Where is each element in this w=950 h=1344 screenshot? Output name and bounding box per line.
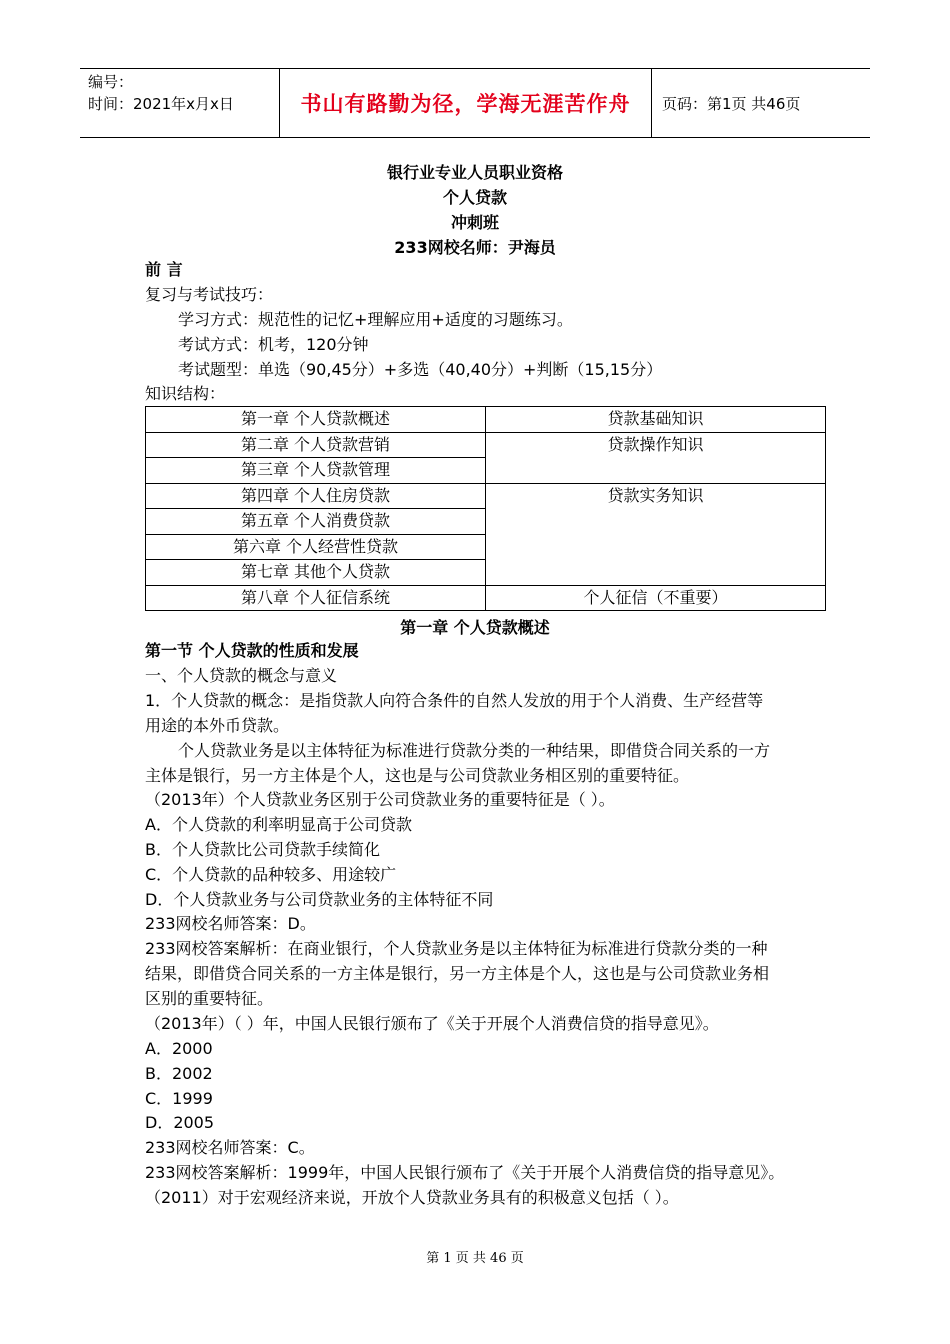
page-header xyxy=(80,68,870,138)
table-cell-chapter: 第六章 个人经营性贷款 xyxy=(146,534,486,560)
question-2: （2013年）（ ）年，中国人民银行颁布了《关于开展个人消费信贷的指导意见》。 xyxy=(145,1014,719,1033)
question-2-option-d: D．2005 xyxy=(145,1113,215,1132)
question-2-option-c: C．1999 xyxy=(145,1089,213,1108)
table-cell-group: 贷款基础知识 xyxy=(486,407,826,433)
table-cell-group: 个人征信（不重要） xyxy=(486,585,826,611)
question-1-option-a: A．个人贷款的利率明显高于公司贷款 xyxy=(145,815,412,834)
preface-study: 学习方式：规范性的记忆+理解应用+适度的习题练习。 xyxy=(178,310,573,329)
table-cell-chapter: 第一章 个人贷款概述 xyxy=(146,407,486,433)
doc-title-4: 233网校名师：尹海员 xyxy=(394,238,556,257)
subsection-title: 一、个人贷款的概念与意义 xyxy=(145,666,338,685)
paragraph-line: 个人贷款业务是以主体特征为标准进行贷款分类的一种结果，即借贷合同关系的一方 xyxy=(178,741,771,760)
preface-exam-mode: 考试方式：机考，120分钟 xyxy=(178,335,369,354)
doc-title-2: 个人贷款 xyxy=(442,188,507,207)
header-meta xyxy=(80,69,280,137)
section-title: 第一节 个人贷款的性质和发展 xyxy=(145,641,359,660)
question-1-option-d: D．个人贷款业务与公司贷款业务的主体特征不同 xyxy=(145,890,494,909)
header-time: 时间：2021年x月x日 xyxy=(88,95,234,113)
header-motto-cell xyxy=(280,69,652,137)
table-cell-chapter: 第三章 个人贷款管理 xyxy=(146,458,486,484)
question-2-option-a: A．2000 xyxy=(145,1039,213,1058)
table-cell-group: 贷款操作知识 xyxy=(486,432,826,483)
question-2-option-b: B．2002 xyxy=(145,1064,213,1083)
table-cell-group: 贷款实务知识 xyxy=(486,483,826,585)
question-3: （2011）对于宏观经济来说，开放个人贷款业务具有的积极意义包括（ ）。 xyxy=(145,1188,679,1207)
doc-title-1: 银行业专业人员职业资格 xyxy=(386,163,563,182)
preface-review: 复习与考试技巧： xyxy=(145,285,274,304)
header-number: 编号： xyxy=(88,73,134,91)
question-2-explanation: 233网校答案解析：1999年，中国人民银行颁布了《关于开展个人消费信贷的指导意见》。 xyxy=(145,1163,785,1182)
question-1-option-b: B．个人贷款比公司贷款手续简化 xyxy=(145,840,380,859)
question-1-explanation: 233网校答案解析：在商业银行，个人贷款业务是以主体特征为标准进行贷款分类的一种 xyxy=(145,939,768,958)
table-row xyxy=(146,483,826,509)
question-1-explanation: 区别的重要特征。 xyxy=(145,989,274,1008)
question-2-answer: 233网校名师答案：C。 xyxy=(145,1138,315,1157)
paragraph-line: 主体是银行，另一方主体是个人，这也是与公司贷款业务相区别的重要特征。 xyxy=(145,766,690,785)
paragraph-line: 用途的本外币贷款。 xyxy=(145,716,290,735)
page-footer: 第 1 页 共 46 页 xyxy=(426,1251,524,1266)
table-row xyxy=(146,407,826,433)
table-row xyxy=(146,432,826,458)
paragraph-line: 1．个人贷款的概念：是指贷款人向符合条件的自然人发放的用于个人消费、生产经营等 xyxy=(145,691,764,710)
question-1-explanation: 结果，即借贷合同关系的一方主体是银行，另一方主体是个人，这也是与公司贷款业务相 xyxy=(145,964,770,983)
question-1-option-c: C．个人贷款的品种较多、用途较广 xyxy=(145,865,397,884)
table-cell-chapter: 第五章 个人消费贷款 xyxy=(146,509,486,535)
chapter-title: 第一章 个人贷款概述 xyxy=(400,618,550,637)
question-1-answer: 233网校名师答案：D。 xyxy=(145,914,316,933)
table-cell-chapter: 第八章 个人征信系统 xyxy=(146,585,486,611)
table-cell-chapter: 第七章 其他个人贷款 xyxy=(146,560,486,586)
preface-exam-types: 考试题型：单选（90,45分）+多选（40,40分）+判断（15,15分） xyxy=(178,360,663,379)
preface-structure: 知识结构： xyxy=(145,384,226,403)
knowledge-structure-table xyxy=(145,406,826,611)
question-1: （2013年）个人贷款业务区别于公司贷款业务的重要特征是（ ）。 xyxy=(145,790,615,809)
header-page-info: 页码：第1页 共46页 xyxy=(662,94,801,113)
doc-title-3: 冲刺班 xyxy=(450,213,499,232)
table-cell-chapter: 第四章 个人住房贷款 xyxy=(146,483,486,509)
preface-heading: 前 言 xyxy=(145,260,183,279)
table-row xyxy=(146,585,826,611)
header-motto: 书山有路勤为径，学海无涯苦作舟 xyxy=(300,92,631,116)
table-cell-chapter: 第二章 个人贷款营销 xyxy=(146,432,486,458)
